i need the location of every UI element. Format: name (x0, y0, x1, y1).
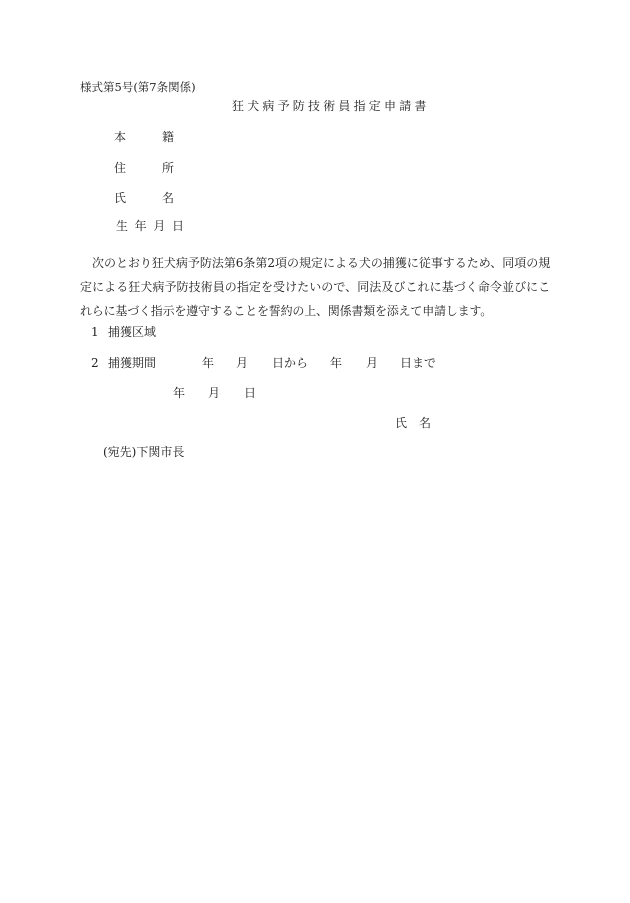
signature-surname-label: 氏 (395, 416, 408, 430)
date-month: 月 (208, 386, 221, 400)
birthdate-label (116, 220, 184, 232)
item-2-number: 2 (91, 356, 99, 370)
period-end-day: 日まで (400, 356, 437, 370)
name-label-char-1: 氏 (114, 191, 127, 205)
form-number: 様式第5号(第7条関係) (80, 80, 196, 94)
birthdate-label-char-1: 生 (116, 219, 129, 233)
honseki-label-char-1: 本 (114, 130, 127, 144)
document-title: 狂犬病予防技術員指定申請書 (232, 99, 430, 113)
item-2-label: 捕獲期間 (108, 356, 157, 370)
date-day: 日 (244, 386, 257, 400)
item-1-number: 1 (91, 325, 99, 339)
address-label (114, 162, 174, 174)
period-end-year: 年 (330, 356, 343, 370)
address-label-char-1: 住 (114, 161, 127, 175)
honseki-label (114, 131, 174, 143)
date-year: 年 (173, 386, 186, 400)
birthdate-label-char-4: 日 (171, 219, 184, 233)
birthdate-label-char-3: 月 (153, 219, 166, 233)
name-label-char-2: 名 (161, 191, 174, 205)
application-statement: 次のとおり狂犬病予防法第6条第2項の規定による犬の捕獲に従事するため、同項の規定による狂犬病予防技術員の指定を受けたいので、同法及びこれに基づく命令並びにこれらに基づく指示を遵守することを誓約の上、関係書類を添えて申請します。 (80, 256, 550, 318)
honseki-label-char-2: 籍 (161, 130, 174, 144)
period-start-year: 年 (202, 356, 215, 370)
period-end-month: 月 (366, 356, 379, 370)
birthdate-label-char-2: 年 (134, 219, 147, 233)
address-label-char-2: 所 (161, 161, 174, 175)
signature-name-label: 名 (419, 416, 432, 430)
addressee: (宛先)下関市長 (103, 445, 185, 459)
period-start-month: 月 (236, 356, 249, 370)
period-start-day: 日から (272, 356, 309, 370)
item-1-label: 捕獲区域 (108, 325, 157, 339)
name-label (114, 192, 174, 204)
